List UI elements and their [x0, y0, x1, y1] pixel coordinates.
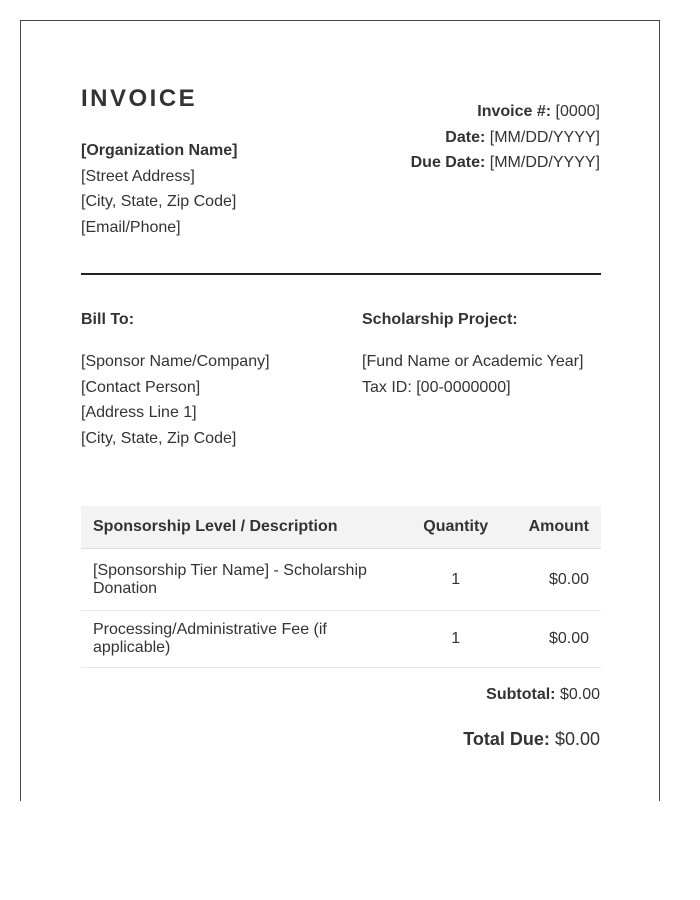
row-quantity: 1 [411, 611, 500, 668]
row-description: [Sponsorship Tier Name] - Scholarship Donation [81, 549, 411, 611]
invoice-number-value: [0000] [555, 103, 600, 120]
due-date-label: Due Date: [410, 154, 486, 171]
due-date-row [411, 150, 600, 176]
invoice-date-row [411, 125, 600, 151]
column-header-amount: Amount [500, 506, 601, 549]
row-amount: $0.00 [500, 549, 601, 611]
due-date-value: [MM/DD/YYYY] [489, 154, 600, 171]
scholarship-project-heading: Scholarship Project: [362, 311, 518, 328]
invoice-date-value: [MM/DD/YYYY] [489, 128, 600, 146]
subtotal-value: $0.00 [559, 686, 600, 703]
organization-street: [Street Address] [81, 167, 195, 185]
organization-city: [City, State, Zip Code] [81, 193, 237, 210]
fund-name: [Fund Name or Academic Year] [362, 353, 584, 370]
invoice-number-label: Invoice #: [477, 103, 552, 120]
invoice-title: INVOICE [81, 85, 198, 112]
bill-to-city: [City, State, Zip Code] [81, 429, 237, 447]
table-row [81, 549, 601, 611]
invoice-page [20, 20, 660, 801]
contact-person: [Contact Person] [81, 378, 201, 396]
invoice-number-row [411, 99, 600, 125]
scholarship-project-block [362, 311, 583, 400]
line-items-table [81, 506, 601, 668]
table-header-row [81, 506, 601, 549]
organization-block [81, 138, 237, 240]
invoice-meta [411, 99, 600, 176]
sponsor-name: [Sponsor Name/Company] [81, 353, 270, 370]
column-header-description: Sponsorship Level / Description [81, 506, 411, 549]
table-row [81, 611, 601, 668]
address-line-1: [Address Line 1] [81, 404, 197, 421]
row-description: Processing/Administrative Fee (if applicable) [81, 611, 411, 668]
subtotal-label: Subtotal: [486, 686, 556, 703]
header-divider [81, 273, 601, 275]
organization-contact: [Email/Phone] [81, 218, 181, 236]
total-due-row [463, 729, 600, 750]
subtotal-row [486, 686, 600, 704]
total-due-label: Total Due: [463, 729, 550, 749]
column-header-quantity: Quantity [411, 506, 500, 549]
total-due-value: $0.00 [554, 729, 600, 749]
invoice-date-label: Date: [445, 128, 486, 146]
organization-name: [Organization Name] [81, 142, 238, 159]
tax-id: Tax ID: [00-0000000] [362, 378, 511, 396]
row-amount: $0.00 [500, 611, 601, 668]
bill-to-block [81, 311, 270, 451]
row-quantity: 1 [411, 549, 500, 611]
bill-to-heading: Bill To: [81, 311, 135, 328]
